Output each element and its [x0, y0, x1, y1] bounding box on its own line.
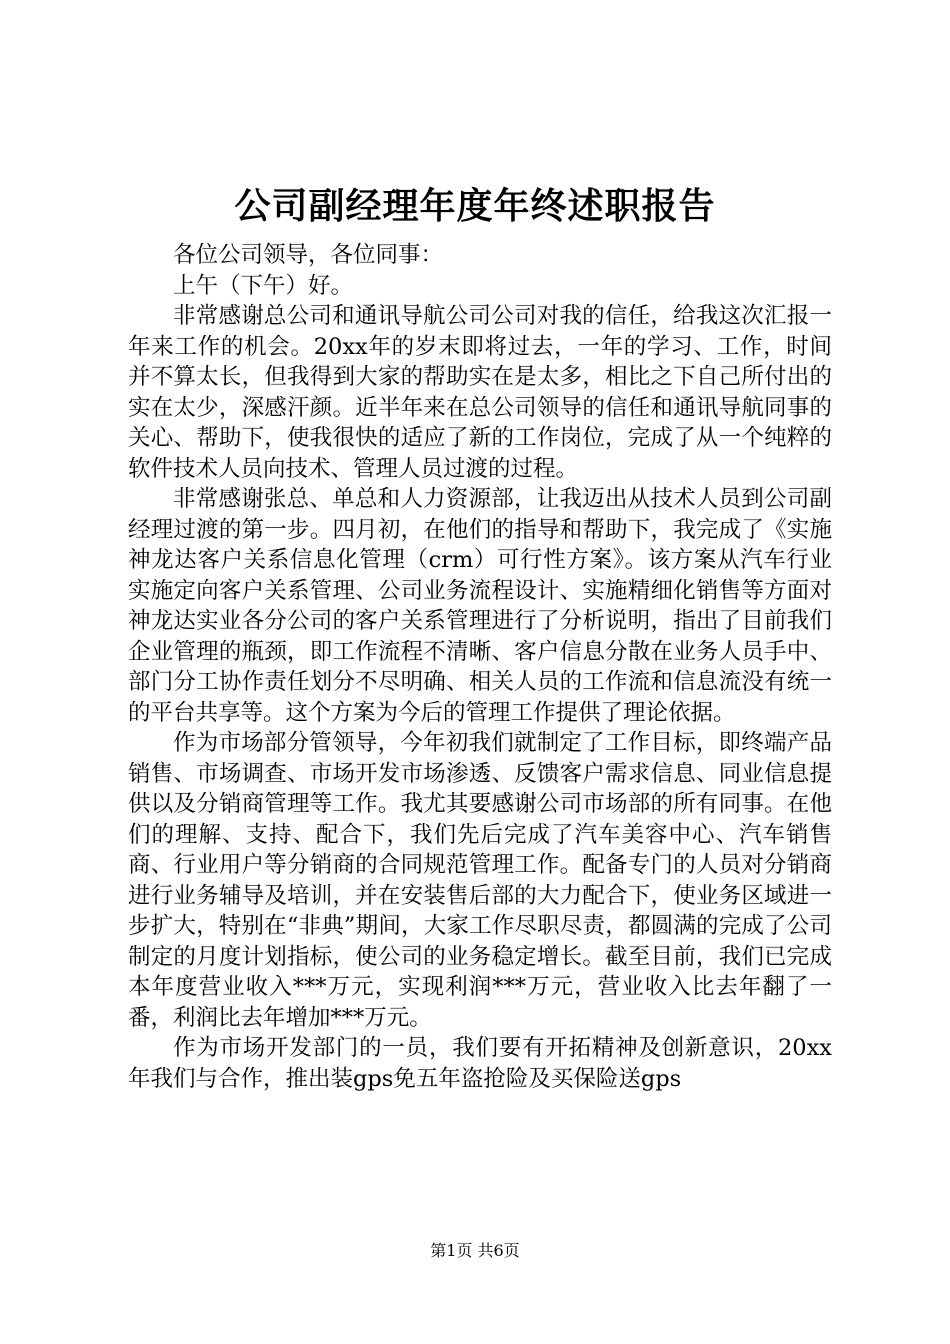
document-title: 公司副经理年度年终述职报告: [234, 186, 716, 227]
page-indicator: 第1页 共6页: [430, 1241, 520, 1260]
body-paragraph-crm-plan: 非常感谢张总、单总和人力资源部，让我迈出从技术人员到公司副经理过渡的第一步。四月初，在他们的指导和帮助下，我完成了《实施神龙达客户关系信息化管理（crm）可行性方案》。该方案从汽车行业实施定向客户关系管理、公司业务流程设计、实施精细化销售等方面对神龙达实业各分公司的客户关系管理进行了分析说明，指出了目前我们企业管理的瓶颈，即工作流程不清晰、客户信息分散在业务人员手中、部门分工协作责任划分不尽明确、相关人员的工作流和信息流没有统一的平台共享等。这个方案为今后的管理工作提供了理论依据。: [128, 486, 832, 726]
body-paragraph-market-dept: 作为市场部分管领导，今年初我们就制定了工作目标，即终端产品销售、市场调查、市场开发市场渗透、反馈客户需求信息、同业信息提供以及分销商管理等工作。我尤其要感谢公司市场部的所有同事。在他们的理解、支持、配合下，我们先后完成了汽车美容中心、汽车销售商、行业用户等分销商的合同规范管理工作。配备专门的人员对分销商进行业务辅导及培训，并在安装售后部的大力配合下，使业务区域进一步扩大，特别在“非典”期间，大家工作尽职尽责，都圆满的完成了公司制定的月度计划指标，使公司的业务稳定增长。截至目前，我们已完成本年度营业收入***万元，实现利润***万元，营业收入比去年翻了一番，利润比去年增加***万元。: [128, 730, 832, 1031]
salutation-paragraph: 各位公司领导，各位同事：: [173, 242, 444, 268]
document-body: [128, 240, 832, 1094]
greeting-paragraph: 上午（下午）好。: [173, 272, 354, 299]
body-paragraph-thanks: 非常感谢总公司和通讯导航公司公司对我的信任，给我这次汇报一年来工作的机会。20xx年的岁末即将过去，一年的学习、工作，时间并不算太长，但我得到大家的帮助实在是太多，相比之下自己所付出的实在太少，深感汗颜。近半年来在总公司领导的信任和通讯导航同事的关心、帮助下，使我很快的适应了新的工作岗位，完成了从一个纯粹的软件技术人员向技术、管理人员过渡的过程。: [128, 303, 832, 482]
body-paragraph-market-development: 作为市场开发部门的一员，我们要有开拓精神及创新意识，20xx年我们与合作，推出装gps免五年盗抢险及买保险送gps: [128, 1035, 832, 1092]
